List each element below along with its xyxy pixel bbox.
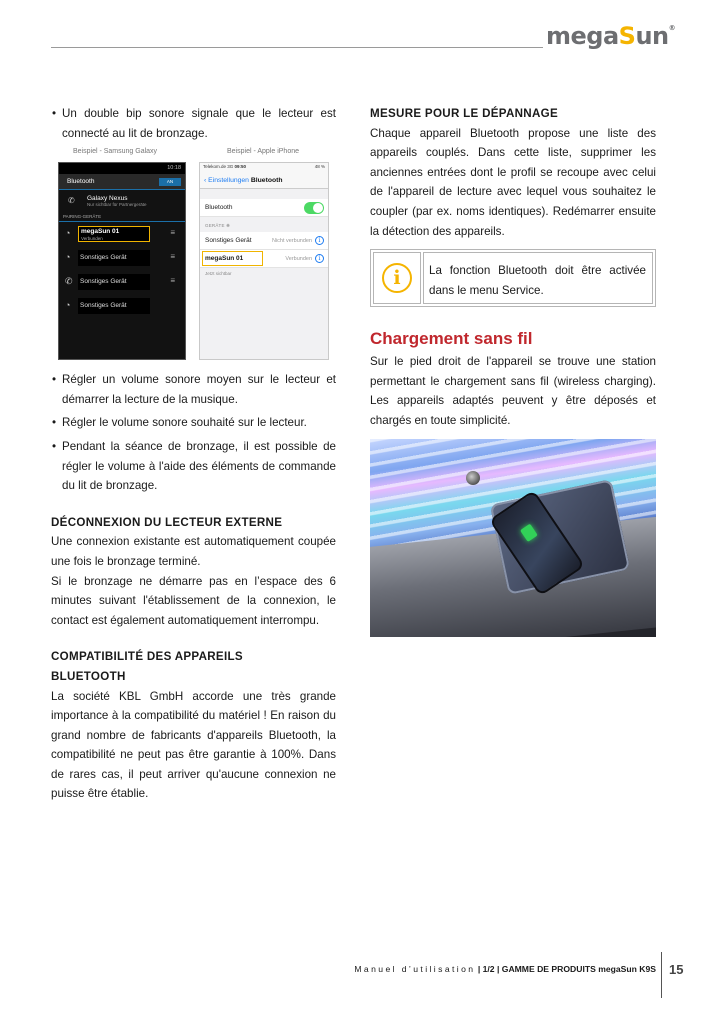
headphones-icon: ◔ [65, 300, 71, 311]
left-column [51, 104, 336, 804]
right-column [370, 104, 656, 637]
samsung-device-row: ◔ megaSun 01 Verbunden ≡ [65, 228, 175, 242]
samsung-own-device: ✆ Galaxy Nexus Nur sichtbar für Partnergeräte [68, 195, 147, 208]
footer-divider [661, 952, 662, 998]
iphone-device-row: Sonstiges Gerät Nicht verbunden i [200, 232, 328, 250]
paragraph-wireless-charging: Sur le pied droit de l'appareil se trouve une station permettant le chargement sans fil (wireless charging). Les appareils adaptés peuvent y être déposés et chargés en toute simplicité. [370, 355, 656, 427]
caption-iphone: Beispiel - Apple iPhone [227, 148, 299, 156]
iphone-bluetooth-row: Bluetooth [200, 199, 328, 217]
page-number: 15 [669, 962, 684, 977]
iphone-footer-note: Jetzt sichtbar [205, 271, 232, 277]
settings-icon: ≡ [170, 276, 175, 286]
wireless-charging-photo [370, 439, 656, 637]
info-icon: i [382, 263, 412, 293]
paragraph-troubleshoot: Chaque appareil Bluetooth propose une liste des appareils couplés. Dans cette liste, supprimer les anciennes entrées dont le profil se recoupe avec celui de l'appareil de lecture avec lequel vous souhaitez le coupler (par ex. noms identiques). Redémarrer ensuite la détection des appareils. [370, 126, 656, 238]
bluetooth-switch [304, 202, 324, 214]
paragraph-disconnect-2: Si le bronzage ne démarre pas en l’espace des 6 minutes suivant l'établissement de la connexion, le contact est également automatiquement interrompu. [51, 574, 336, 627]
headphones-icon: ◔ [65, 252, 71, 263]
intro-bullets [51, 104, 336, 143]
settings-icon: ≡ [170, 252, 175, 262]
footer-text: Manuel d’utilisation | 1/2 | GAMME DE PRODUITS megaSun K9S [354, 964, 656, 974]
bullet-item: • Régler un volume sonore moyen sur le lecteur et démarrer la lecture de la musique. [51, 370, 336, 409]
phone-screenshots [51, 148, 336, 364]
settings-icon: ≡ [170, 228, 175, 238]
heading-troubleshoot: MESURE POUR LE DÉPANNAGE [370, 107, 558, 120]
samsung-device-row: ✆ Sonstiges Gerät ≡ [59, 270, 185, 294]
bullet-intro: • Un double bip sonore signale que le lecteur est connecté au lit de bronzage. [51, 104, 336, 143]
caption-samsung: Beispiel - Samsung Galaxy [73, 148, 158, 156]
iphone-section-label: GERÄTE ❋ [205, 223, 231, 229]
megasun-logo: megaSun® [546, 22, 676, 50]
samsung-device-row: ◔ Sonstiges Gerät [59, 294, 185, 318]
info-icon: i [315, 254, 324, 263]
bullet-item: • Pendant la séance de bronzage, il est possible de régler le volume à l'aide des éléments de commande du lit de bronzage. [51, 437, 336, 496]
iphone-device-row: megaSun 01 Verbunden i [200, 250, 328, 268]
note-text: La fonction Bluetooth doit être activée dans le menu Service. [429, 264, 646, 297]
samsung-status-bar: 10:18 [59, 163, 185, 174]
paragraph-disconnect-1: Une connexion existante est automatiquement coupée une fois le bronzage terminé. [51, 535, 336, 568]
heading-disconnect: DÉCONNEXION DU LECTEUR EXTERNE [51, 515, 283, 529]
back-link: ‹ Einstellungen [204, 177, 249, 185]
paragraph-compatibility: La société KBL GmbH accorde une très grande importance à la compatibilité du matériel ! En raison du grand nombre de fabricants d'appareils Bluetooth, la compatibilité ne peut pas être garantie à 100%. Dans de rares cas, il peut arriver qu'aucune connexion ne puisse être établie. [51, 689, 336, 801]
samsung-section-label: PAIRING-GERÄTE [59, 212, 185, 222]
iphone-nav-bar: ‹ Einstellungen Bluetooth [200, 172, 328, 189]
info-note [370, 249, 656, 307]
phone-icon: ✆ [65, 276, 73, 287]
samsung-screenshot [58, 162, 186, 360]
heading-wireless-charging: Chargement sans fil [370, 329, 533, 349]
instruction-bullets [51, 370, 336, 496]
samsung-device-row: ◔ Sonstiges Gerät ≡ [59, 246, 185, 270]
samsung-title-bar: Bluetooth AN [59, 174, 185, 190]
iphone-screenshot [199, 162, 329, 360]
headphones-icon: ◔ [65, 228, 71, 239]
header-rule [51, 47, 543, 48]
bullet-item: • Régler le volume sonore souhaité sur le lecteur. [51, 413, 336, 433]
heading-compatibility: COMPATIBILITÉ DES APPAREILS BLUETOOTH [51, 650, 243, 683]
phone-icon: ✆ [68, 196, 75, 206]
bluetooth-toggle: AN [159, 178, 181, 186]
info-icon: i [315, 236, 324, 245]
iphone-status-bar: Telekom.de 3G 09:50 48 % [200, 163, 328, 172]
spinner-icon: ❋ [226, 223, 231, 229]
